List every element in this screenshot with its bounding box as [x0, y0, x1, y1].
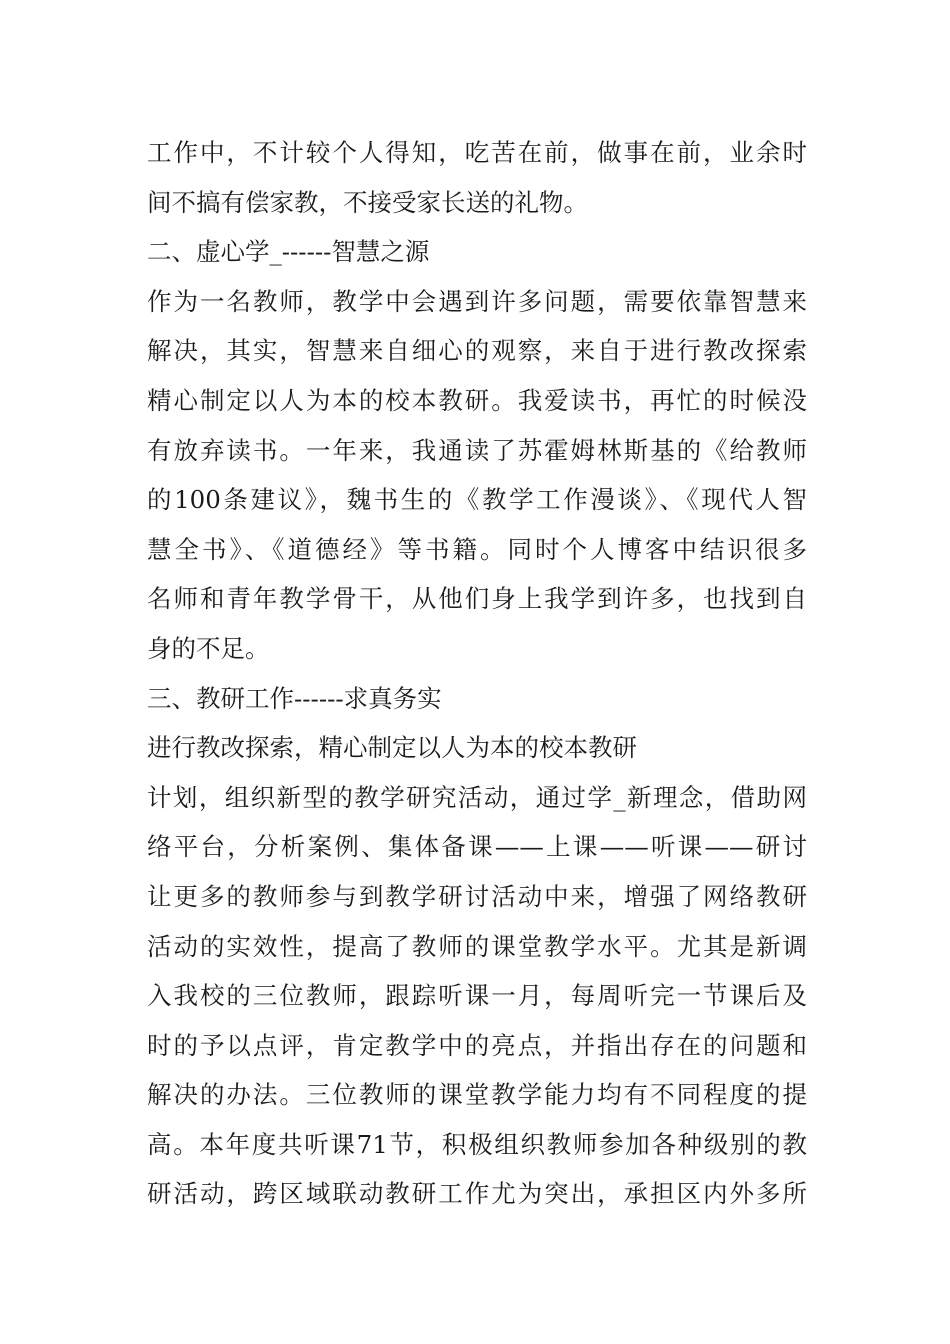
text-line: 解决，其实，智慧来自细心的观察，来自于进行教改探索 [147, 336, 807, 366]
section-heading: 三、教研工作------求真务实 [147, 683, 442, 713]
text-line: 解决的办法。三位教师的课堂教学能力均有不同程度的提 [147, 1080, 807, 1110]
text-line: 精心制定以人为本的校本教研。我爱读书，再忙的时候没 [147, 385, 807, 415]
text-line: 高。本年度共听课71节，积极组织教师参加各种级别的教 [147, 1129, 807, 1159]
text-line: 络平台，分析案例、集体备课——上课——听课——研讨 [147, 832, 807, 862]
text-line: 慧全书》、《道德经》等书籍。同时个人博客中结识很多 [147, 534, 807, 564]
text-line: 作为一名教师，教学中会遇到许多问题，需要依靠智慧来 [147, 286, 807, 316]
text-line: 间不搞有偿家教，不接受家长送的礼物。 [147, 187, 588, 217]
text-line: 的100条建议》，魏书生的《教学工作漫谈》、《现代人智 [147, 485, 807, 515]
text-line: 研活动，跨区域联动教研工作尤为突出，承担区内外多所 [147, 1179, 807, 1209]
text-line: 名师和青年教学骨干，从他们身上我学到许多，也找到自 [147, 584, 807, 614]
text-line: 有放弃读书。一年来，我通读了苏霍姆林斯基的《给教师 [147, 435, 807, 465]
text-line: 进行教改探索，精心制定以人为本的校本教研 [147, 733, 637, 763]
text-line: 工作中，不计较个人得知，吃苦在前，做事在前，业余时 [147, 138, 807, 167]
text-line: 身的不足。 [147, 633, 270, 663]
text-line: 时的予以点评，肯定教学中的亮点，并指出存在的问题和 [147, 1030, 807, 1060]
section-heading: 二、虚心学_------智慧之源 [147, 237, 430, 267]
text-line: 活动的实效性，提高了教师的课堂教学水平。尤其是新调 [147, 931, 807, 961]
text-line: 让更多的教师参与到教学研讨活动中来，增强了网络教研 [147, 881, 807, 911]
text-line: 计划，组织新型的教学研究活动，通过学_新理念，借助网 [147, 782, 807, 812]
text-line: 入我校的三位教师，跟踪听课一月，每周听完一节课后及 [147, 981, 807, 1011]
body-text [147, 128, 807, 1219]
